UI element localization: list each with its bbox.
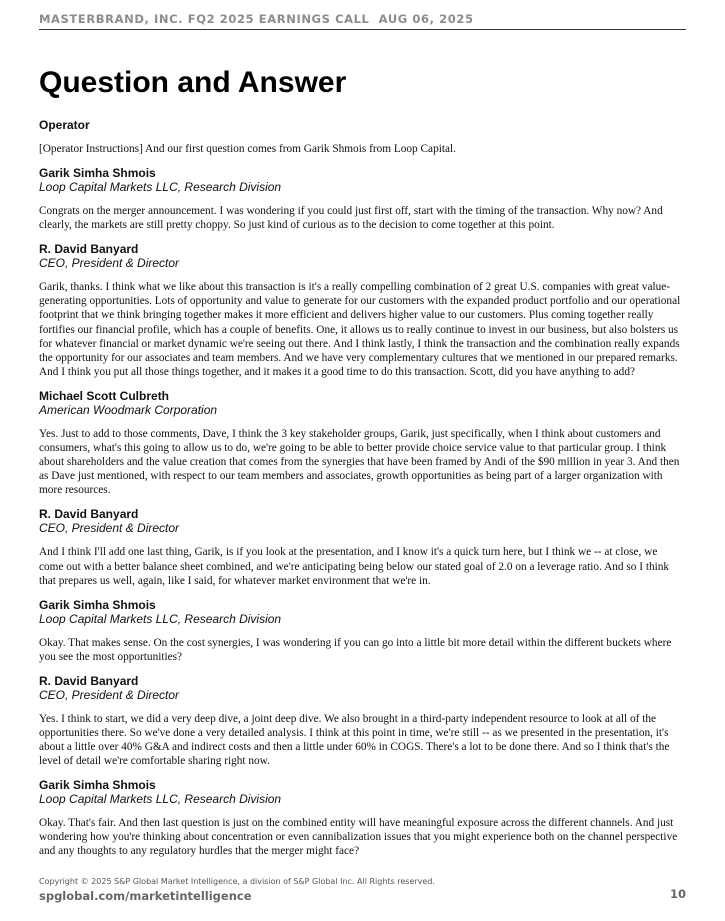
speaker-text: Yes. Just to add to those comments, Dave, I think the 3 key stakeholder groups, Garik, just specifically, when I think about customers and consumers, what's this going to allow us to do, we're going to be able to better provide choice service value to that particular group. I think about shareholders and the value creation that comes from the synergies that have been framed by Andi of the $90 million in year 3. And then as Dave just mentioned, with respect to our team members and associates, growth opportunities as being part of a larger organization with more resources.: [39, 427, 680, 497]
speaker-affiliation: Loop Capital Markets LLC, Research Division: [39, 180, 282, 195]
qa-entry: [39, 242, 684, 379]
speaker-affiliation: Loop Capital Markets LLC, Research Division: [39, 611, 282, 626]
footer-copyright: Copyright © 2025 S&P Global Market Intelligence, a division of S&P Global Inc. All Rights reserved.: [39, 877, 435, 886]
speaker-text: Okay. That makes sense. On the cost synergies, I was wondering if you can go into a little bit more detail within the different buckets where you see the most opportunities?: [39, 636, 672, 663]
speaker-name: Garik Simha Shmois: [39, 166, 156, 181]
speaker-name: R. David Banyard: [39, 242, 139, 257]
speaker-affiliation: CEO, President & Director: [39, 687, 180, 702]
speaker-affiliation: American Woodmark Corporation: [39, 402, 218, 417]
speaker-affiliation: CEO, President & Director: [39, 521, 180, 536]
qa-entry: [39, 389, 684, 497]
speaker-name: Operator: [39, 118, 90, 132]
qa-entry: [39, 507, 684, 587]
qa-entry: [39, 166, 684, 232]
speaker-text: [Operator Instructions] And our first question comes from Garik Shmois from Loop Capital.: [39, 143, 456, 155]
speaker-affiliation: CEO, President & Director: [39, 256, 180, 271]
qa-entry: [39, 674, 684, 768]
speaker-name: Michael Scott Culbreth: [39, 388, 170, 403]
running-header: MASTERBRAND, INC. FQ2 2025 EARNINGS CALL AUG 06, 2025: [39, 12, 686, 30]
qa-section: [39, 118, 684, 869]
page-number: 10: [669, 887, 686, 901]
speaker-name: R. David Banyard: [39, 673, 139, 688]
speaker-text: Yes. I think to start, we did a very deep dive, a joint deep dive. We also brought in a third-party independent resource to look at all of the opportunities there. So we've done a very detailed analysis. I think at this point in time, we're still -- as we presented in the presentation, it's about a little over 40% G&A and indirect costs and then a little under 60% in COGS. There's a lot to be done there. And so I think that's the level of detail we're comfortable sharing right now.: [39, 712, 670, 768]
speaker-name: Garik Simha Shmois: [39, 778, 156, 793]
section-title: Question and Answer: [39, 66, 347, 99]
qa-entry-operator: [39, 118, 684, 156]
speaker-text: Okay. That's fair. And then last question is just on the combined entity will have meaningful exposure across the different channels. And just wondering how you're thinking about concentration or even cannibalization issues that you might experience both on the channel perspective and any thoughts to any regulatory hurdles that the merger might face?: [39, 817, 678, 858]
qa-entry: [39, 778, 684, 858]
qa-entry: [39, 598, 684, 664]
speaker-name: Garik Simha Shmois: [39, 597, 156, 612]
speaker-affiliation: Loop Capital Markets LLC, Research Division: [39, 792, 282, 807]
footer-url: spglobal.com/marketintelligence: [39, 889, 252, 903]
speaker-text: Garik, thanks. I think what we like about this transaction is it's a really compelling combination of 2 great U.S. companies with great value-generating opportunities. Lots of opportunity and value to generate for our customers with the expanded product portfolio and our operational footprint that we think bringing together makes it more efficient and delivers higher value to our customers. Plus coming together really fortifies our financial profile, which has a couple of benefits. One, it allows us to really continue to invest in our business, but also bolsters us for whatever financial or market dynamic we're seeing out there. And I think lastly, I think the transaction and the combination really expands the opportunity for our associates and team members. And we have very complementary cultures that we mentioned in our prepared remarks. And I think you put all those things together, and it makes it a good time to do this transaction. Scott, did you have anything to add?: [39, 281, 681, 378]
speaker-name: R. David Banyard: [39, 507, 139, 522]
speaker-text: Congrats on the merger announcement. I was wondering if you could just first off, start with the timing of the transaction. Why now? And clearly, the markets are still pretty choppy. So just kind of curious as to the decision to come together at this point.: [39, 205, 663, 232]
speaker-text: And I think I'll add one last thing, Garik, is if you look at the presentation, and I know it's a quick turn here, but I think we -- at close, we come out with a better balance sheet combined, and we're anticipating being below our stated goal of 2.0 on a leverage ratio. And so I think that prepares us well, again, like I said, for whatever market environment that we're in.: [39, 546, 670, 587]
